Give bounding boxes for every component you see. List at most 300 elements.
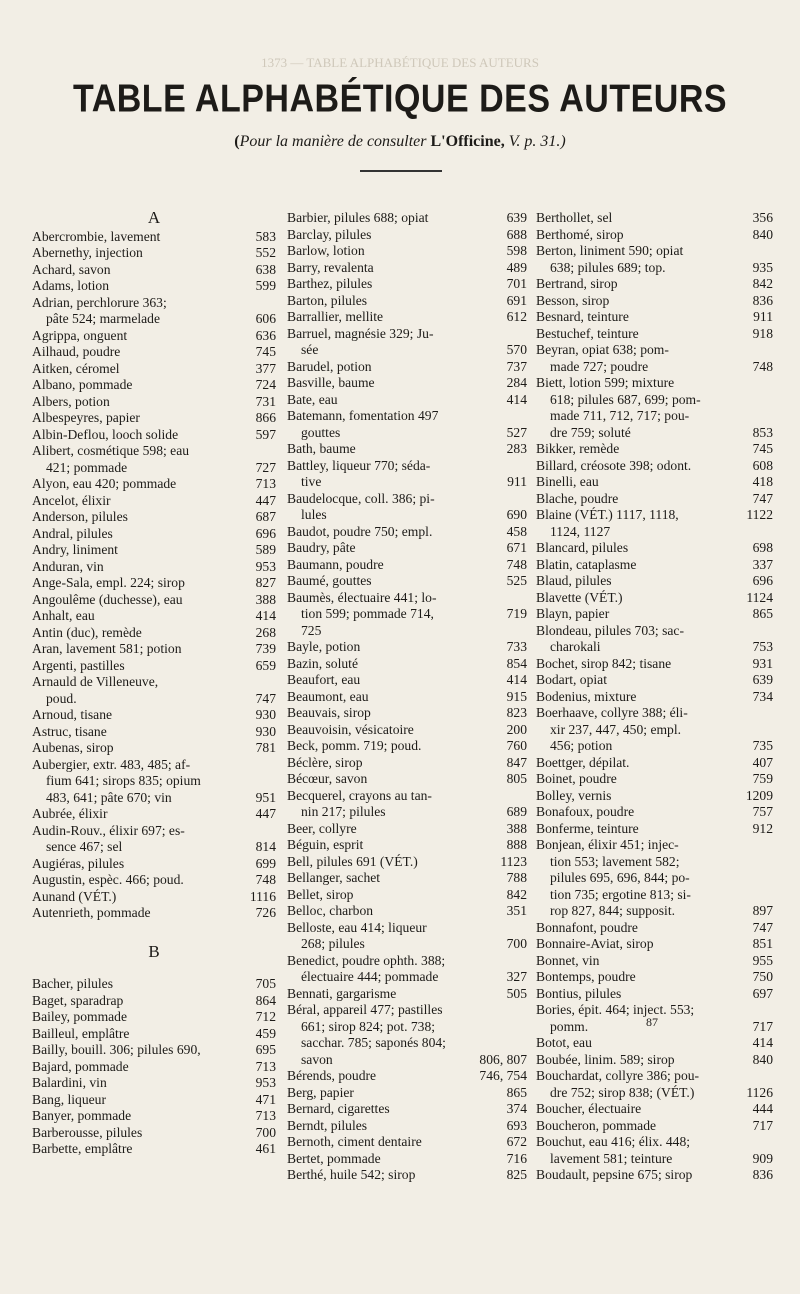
entry-page: 374 [506,1101,527,1116]
entry-text: Barudel, potion [287,358,372,374]
entry-text: Bellet, sirop [287,886,354,902]
index-entry [287,1118,527,1135]
entry-page: 951 [255,789,276,805]
entry-page: 639 [506,210,527,225]
entry-text: Béguin, esprit [287,837,364,852]
entry-text: Bonafoux, poudre [536,804,635,819]
entry-text: Albers, potion [32,393,110,409]
index-entry [32,856,276,873]
index-entry [32,559,276,576]
page-subtitle [0,133,800,151]
index-entry [32,575,276,592]
entry-page: 388 [255,591,276,607]
entry-text: Bernard, cigarettes [287,1101,390,1116]
index-entry [536,1118,773,1135]
entry-text: Beaumont, eau [287,688,369,704]
entry-page: 489 [506,259,527,275]
entry-text: Aitken, céromel [32,360,120,376]
entry-text: Bate, eau [287,391,338,407]
entry-text: Belloc, charbon [287,903,374,918]
entry-page: 597 [255,426,276,442]
entry-text: électuaire 444; pommade [301,969,439,984]
index-entry [536,326,773,343]
entry-page: 447 [255,492,276,508]
index-entry [32,394,276,411]
entry-page: 200 [506,721,527,737]
index-entry [287,672,527,689]
index-entry [536,953,773,970]
index-entry [287,738,527,755]
index-entry [536,309,773,326]
entry-page: 689 [506,804,527,819]
index-entry [32,1059,276,1076]
entry-text: Barruel, magnésie 329; Ju- [287,325,434,341]
subtitle-work: L'Officine, [430,133,509,150]
entry-page: 757 [752,804,773,819]
entry-page: 836 [752,292,773,308]
index-entry [536,920,773,937]
subtitle-open: ( [234,133,240,150]
index-entry [287,1101,527,1118]
entry-page: 659 [255,657,276,673]
entry-text: lavement 581; teinture [550,1150,673,1166]
index-entry [287,491,527,508]
entry-page: 687 [255,509,276,524]
index-entry [287,837,527,854]
entry-text: Bellanger, sachet [287,870,381,885]
entry-page: 760 [506,738,527,753]
index-entry-continuation [536,260,773,277]
index-entry [536,672,773,689]
entry-text: Abercrombie, lavement [32,228,161,244]
entry-text: Bang, liqueur [32,1091,106,1107]
index-entry [536,606,773,623]
entry-text: Bécœur, savon [287,771,368,786]
index-entry [32,608,276,625]
entry-text: Benedict, poudre ophth. 388; [287,952,446,968]
entry-text: Angoulême (duchesse), eau [32,591,183,607]
index-entry [32,707,276,724]
entry-page: 414 [506,391,527,407]
index-entry [32,443,276,460]
index-entry [32,993,276,1010]
entry-text: Binelli, eau [536,474,599,489]
entry-page: 865 [752,606,773,621]
entry-text: Andral, pilules [32,525,113,541]
entry-page: 735 [752,738,773,753]
entry-text: Agrippa, onguent [32,327,128,343]
entry-text: Beaufort, eau [287,672,361,687]
entry-text: Bonnafont, poudre [536,919,638,935]
entry-page: 851 [752,936,773,951]
entry-text: Baudot, poudre 750; empl. [287,523,433,539]
index-entry [287,870,527,887]
entry-text: Adams, lotion [32,278,110,293]
entry-page: 840 [752,1051,773,1067]
entry-text: tion 735; ergotine 813; si- [550,886,691,902]
entry-text: Boudault, pepsine 675; sirop [536,1167,693,1182]
entry-page: 471 [255,1091,276,1107]
entry-text: gouttes [301,424,341,440]
entry-page: 691 [506,292,527,308]
index-column-3 [536,210,773,1184]
entry-text: Ange-Sala, empl. 224; sirop [32,575,185,590]
index-entry [287,227,527,244]
entry-text: pomm. [550,1018,589,1034]
entry-page: 327 [506,969,527,984]
entry-text: Belloste, eau 414; liqueur [287,919,427,935]
index-entry-continuation [536,425,773,442]
index-entry [287,309,527,326]
entry-page: 745 [752,441,773,456]
entry-text: Botot, eau [536,1035,592,1050]
entry-text: pâte 524; marmelade [46,311,160,326]
entry-page: 351 [506,903,527,918]
entry-page: 953 [255,1075,276,1090]
entry-text: sence 467; sel [46,839,123,854]
entry-page: 1124 [746,589,773,605]
entry-text: Baumé, gouttes [287,573,372,588]
index-entry [536,293,773,310]
index-entry [536,590,773,607]
entry-text: Berg, papier [287,1084,354,1100]
entry-page: 931 [752,655,773,671]
page-title: TABLE ALPHABÉTIQUE DES AUTEURS [72,77,728,121]
entry-text: Beauvoisin, vésicatoire [287,721,414,737]
entry-text: Adrian, perchlorure 363; [32,294,167,310]
entry-text: Bouchardat, collyre 386; pou- [536,1068,700,1083]
entry-page: 825 [506,1167,527,1182]
entry-page: 638 [255,261,276,277]
index-entry [536,804,773,821]
index-entry [287,1085,527,1102]
entry-text: Barbette, emplâtre [32,1141,133,1156]
entry-text: Bontemps, poudre [536,969,636,984]
entry-text: Aunand (VÉT.) [32,888,117,904]
entry-page: 853 [752,424,773,440]
entry-page: 716 [506,1150,527,1166]
entry-page: 414 [255,608,276,623]
entry-page: 747 [255,690,276,706]
entry-text: Ailhaud, poudre [32,344,121,359]
entry-text: Bolley, vernis [536,787,612,803]
entry-text: Anderson, pilules [32,509,128,524]
index-entry [536,1068,773,1085]
index-entry [287,788,527,805]
index-entry [32,592,276,609]
entry-text: Blatin, cataplasme [536,556,637,572]
index-entry [287,293,527,310]
entry-text: Autenrieth, pommade [32,905,151,920]
entry-text: Augustin, espèc. 466; poud. [32,872,184,887]
index-entry [536,441,773,458]
entry-text: Argenti, pastilles [32,657,125,673]
entry-page: 698 [752,540,773,555]
entry-text: Ancelot, élixir [32,492,111,508]
index-entry [287,1002,527,1019]
index-entry-continuation [287,474,527,491]
index-entry [536,276,773,293]
entry-page: 909 [752,1150,773,1166]
entry-text: Béral, appareil 477; pastilles [287,1002,443,1017]
index-entry [536,656,773,673]
index-entry [536,573,773,590]
entry-page: 746, 754 [479,1068,527,1083]
entry-text: Baumann, poudre [287,556,384,572]
index-entry [536,474,773,491]
entry-page: 458 [506,523,527,539]
entry-page: 713 [255,1108,276,1123]
index-entry [32,493,276,510]
index-entry [536,936,773,953]
entry-text: rop 827, 844; supposit. [550,903,675,918]
index-entry [287,854,527,871]
entry-page: 955 [752,952,773,968]
entry-text: Bontius, pilules [536,985,622,1001]
entry-page: 699 [255,855,276,871]
entry-page: 583 [255,228,276,244]
entry-page: 747 [752,919,773,935]
entry-text: 725 [301,622,322,638]
entry-text: Andry, liniment [32,542,118,557]
entry-text: Bertrand, sirop [536,276,618,291]
index-entry [536,788,773,805]
index-entry-continuation [536,738,773,755]
entry-text: dre 759; soluté [550,424,631,440]
entry-page: 444 [752,1101,773,1116]
entry-text: Banyer, pommade [32,1108,132,1123]
entry-page: 842 [506,886,527,902]
entry-page: 726 [255,905,276,920]
index-entry [32,806,276,823]
index-entry [287,441,527,458]
entry-text: Bodart, opiat [536,672,607,687]
entry-text: Alibert, cosmétique 598; eau [32,443,190,458]
entry-text: Barthez, pilules [287,276,373,291]
entry-text: Boucher, électuaire [536,1101,642,1116]
index-entry-continuation [287,606,527,623]
entry-text: Bodenius, mixture [536,688,637,704]
entry-page: 731 [255,393,276,409]
entry-text: Boubée, linim. 589; sirop [536,1051,675,1067]
entry-text: 618; pilules 687, 699; pom- [550,391,701,407]
entry-page: 356 [752,210,773,225]
entry-page: 739 [255,641,276,656]
index-entry-continuation [536,887,773,904]
entry-page: 865 [506,1084,527,1100]
entry-page: 377 [255,360,276,376]
entry-text: Albin-Deflou, looch solide [32,426,179,442]
entry-text: Barlow, lotion [287,243,365,258]
entry-page: 748 [506,556,527,572]
index-entry [32,344,276,361]
index-entry-continuation [287,1019,527,1036]
entry-text: nin 217; pilules [301,804,386,819]
entry-text: Besnard, teinture [536,309,629,324]
index-entry [32,262,276,279]
entry-page: 717 [752,1117,773,1133]
entry-page: 842 [752,276,773,291]
index-entry [536,986,773,1003]
index-entry [287,524,527,541]
entry-page: 1126 [746,1084,773,1100]
entry-page: 671 [506,540,527,555]
index-entry [287,260,527,277]
entry-text: tion 553; lavement 582; [550,853,680,869]
index-entry [287,639,527,656]
entry-page: 911 [753,309,773,324]
signature-mark: 87 [646,1015,658,1029]
entry-text: Astruc, tisane [32,723,107,739]
index-entry-continuation [536,1151,773,1168]
index-entry-continuation [287,1052,527,1069]
index-entry [287,821,527,838]
entry-page: 912 [752,820,773,836]
entry-page: 700 [506,936,527,951]
index-entry [536,689,773,706]
index-entry [536,507,773,524]
index-entry [287,573,527,590]
entry-page: 918 [752,325,773,341]
entry-page: 388 [506,820,527,836]
entry-text: Arnoud, tisane [32,707,113,722]
index-entry [287,210,527,227]
index-entry [287,920,527,937]
entry-page: 701 [506,276,527,291]
entry-text: Blavette (VÉT.) [536,589,623,605]
entry-text: Albano, pommade [32,377,133,392]
entry-page: 748 [752,358,773,374]
index-entry [287,986,527,1003]
entry-text: Barberousse, pilules [32,1124,143,1140]
entry-page: 935 [752,259,773,275]
entry-text: made 727; poudre [550,358,649,374]
entry-text: Arnauld de Villeneuve, [32,674,159,689]
entry-text: Barbier, pilules 688; opiat [287,210,429,225]
entry-page: 836 [752,1167,773,1182]
entry-text: Bouchut, eau 416; élix. 448; [536,1134,691,1149]
index-entry [32,427,276,444]
index-entry [32,1141,276,1158]
entry-text: Blancard, pilules [536,540,629,555]
entry-text: Bailey, pommade [32,1009,128,1024]
entry-text: Bonferme, teinture [536,820,639,836]
entry-text: Becquerel, crayons au tan- [287,787,432,803]
index-entry [32,757,276,774]
index-entry-continuation [536,524,773,541]
entry-page: 414 [752,1035,773,1050]
entry-page: 750 [752,969,773,984]
index-entry [32,1075,276,1092]
index-entry [32,245,276,262]
entry-text: Béclère, sirop [287,754,363,770]
index-entry [536,705,773,722]
entry-text: Bestuchef, teinture [536,325,639,341]
entry-page: 953 [255,558,276,574]
index-entry [287,1068,527,1085]
entry-page: 612 [506,309,527,324]
entry-page: 705 [255,976,276,991]
entry-text: 421; pommade [46,459,128,475]
entry-text: Audin-Rouv., élixir 697; es- [32,822,185,838]
index-entry [32,1125,276,1142]
entry-page: 847 [506,754,527,770]
index-entry [32,526,276,543]
entry-page: 712 [255,1009,276,1024]
index-column-2 [287,210,527,1184]
index-entry-continuation [32,839,276,856]
entry-text: Baget, sparadrap [32,992,124,1008]
index-entry-continuation [287,936,527,953]
entry-text: Bennati, gargarisme [287,985,397,1001]
entry-text: Bayle, potion [287,639,361,654]
entry-page: 1116 [249,888,276,904]
entry-page: 713 [255,476,276,491]
index-entry-continuation [287,1035,527,1052]
index-entry [32,658,276,675]
entry-page: 748 [255,872,276,887]
entry-text: 1124, 1127 [550,523,611,539]
index-entry [32,229,276,246]
index-entry [536,821,773,838]
entry-text: Bonjean, élixir 451; injec- [536,837,679,852]
entry-page: 854 [506,655,527,671]
entry-page: 639 [752,672,773,687]
entry-text: Bajard, pommade [32,1058,129,1074]
index-entry-continuation [32,460,276,477]
index-entry [32,641,276,658]
entry-page: 697 [752,985,773,1001]
index-entry [32,872,276,889]
entry-page: 823 [506,705,527,720]
index-entry [287,953,527,970]
index-entry-continuation [32,691,276,708]
entry-page: 930 [255,723,276,739]
entry-text: tion 599; pommade 714, [301,606,434,621]
entry-text: Blache, poudre [536,490,619,506]
index-entry-continuation [32,773,276,790]
index-entry [536,969,773,986]
entry-page: 672 [506,1134,527,1149]
entry-text: Basville, baume [287,375,375,390]
entry-text: Bochet, sirop 842; tisane [536,655,672,671]
index-entry [287,705,527,722]
entry-page: 505 [506,985,527,1001]
entry-text: Albespeyres, papier [32,410,140,425]
index-entry-continuation [536,359,773,376]
index-entry [536,1035,773,1052]
index-entry [32,361,276,378]
entry-page: 733 [506,639,527,654]
entry-page: 690 [506,507,527,522]
entry-page: 911 [507,474,527,489]
index-entry [287,722,527,739]
index-entry-continuation [536,722,773,739]
entry-text: 661; sirop 824; pot. 738; [301,1018,436,1034]
entry-text: poud. [46,690,77,706]
index-entry [287,755,527,772]
index-entry [32,889,276,906]
index-entry [536,342,773,359]
index-entry-continuation [536,392,773,409]
index-entry [32,724,276,741]
entry-text: Alyon, eau 420; pommade [32,476,177,491]
spacer [32,922,276,944]
entry-text: Blondeau, pilules 703; sac- [536,622,684,638]
entry-text: Bérends, poudre [287,1068,377,1083]
index-entry [287,375,527,392]
index-entry [536,243,773,260]
